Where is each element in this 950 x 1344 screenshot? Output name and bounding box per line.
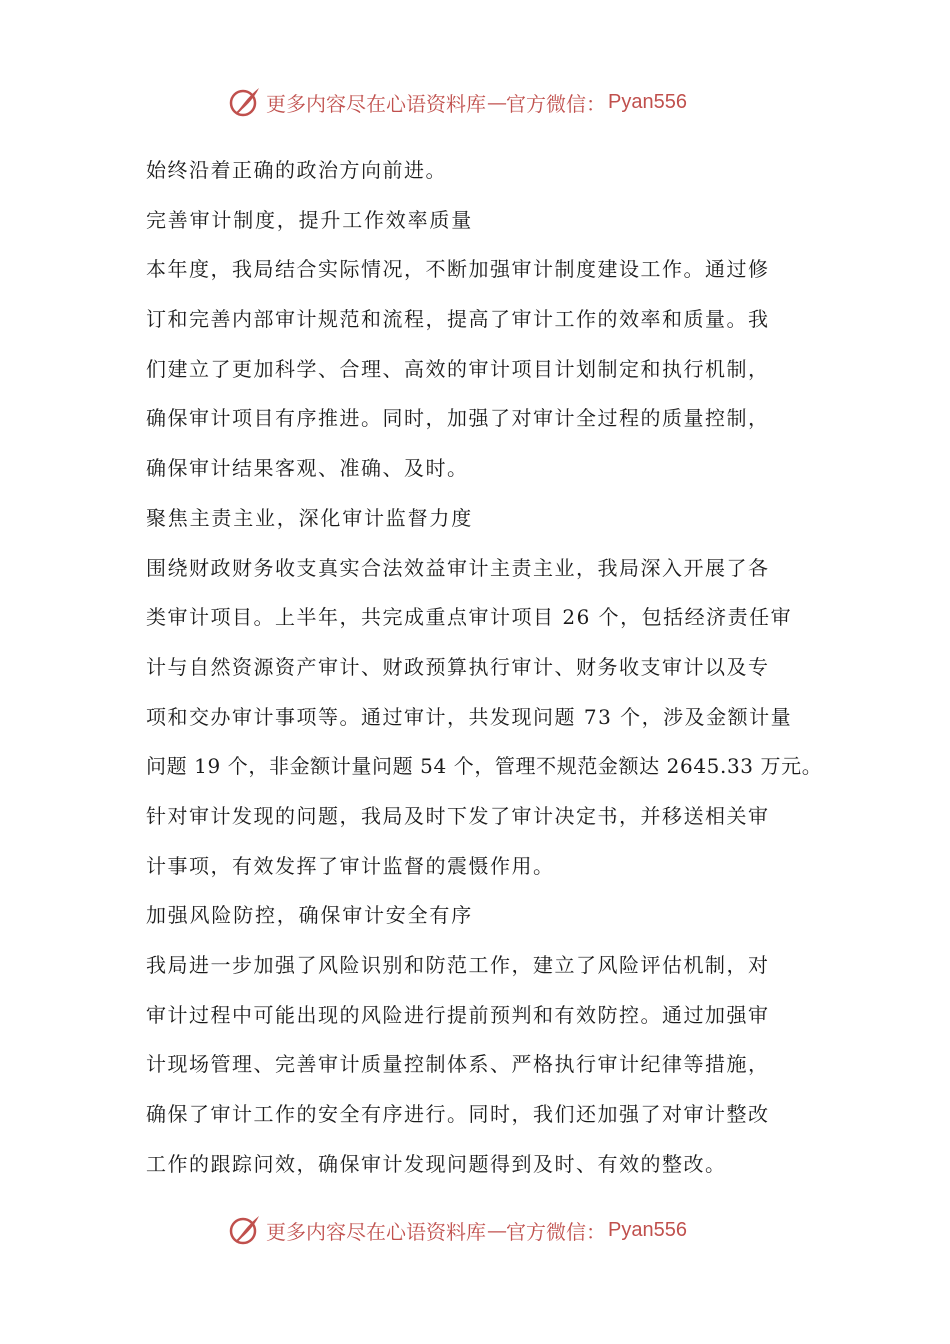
body-line: 确保审计结果客观、准确、及时。 xyxy=(146,456,469,481)
section-heading: 完善审计制度，提升工作效率质量 xyxy=(146,207,473,232)
header-watermark-banner xyxy=(228,84,687,120)
banner-dash: — xyxy=(487,1218,505,1242)
body-line: 问题 19 个，非金额计量问题 54 个，管理不规范金额达 2645.33 万元。 xyxy=(146,754,823,779)
document-body xyxy=(146,146,836,1189)
body-line: 审计过程中可能出现的风险进行提前预判和有效防控。通过加强审 xyxy=(146,1002,770,1027)
body-line: 工作的跟踪问效，确保审计发现问题得到及时、有效的整改。 xyxy=(146,1151,727,1176)
body-line: 针对审计发现的问题，我局及时下发了审计决定书，并移送相关审 xyxy=(146,803,770,828)
banner-dash: — xyxy=(487,90,505,114)
banner-wechat-label: 官方微信： xyxy=(506,1219,606,1244)
section-heading: 加强风险防控，确保审计安全有序 xyxy=(146,903,473,928)
body-line: 们建立了更加科学、合理、高效的审计项目计划制定和执行机制， xyxy=(146,356,770,381)
body-line: 计现场管理、完善审计质量控制体系、严格执行审计纪律等措施， xyxy=(146,1052,770,1077)
body-line: 本年度，我局结合实际情况，不断加强审计制度建设工作。通过修 xyxy=(146,257,770,282)
body-line: 确保审计项目有序推进。同时，加强了对审计全过程的质量控制， xyxy=(146,406,770,431)
body-line: 计与自然资源资产审计、财政预算执行审计、财务收支审计以及专 xyxy=(146,654,770,679)
body-line: 我局进一步加强了风险识别和防范工作，建立了风险评估机制，对 xyxy=(146,953,770,977)
body-line: 确保了审计工作的安全有序进行。同时，我们还加强了对审计整改 xyxy=(146,1102,770,1127)
banner-wechat-id: Pyan556 xyxy=(608,1218,687,1241)
body-line: 计事项，有效发挥了审计监督的震慑作用。 xyxy=(146,853,555,878)
body-line: 始终沿着正确的政治方向前进。 xyxy=(146,158,447,182)
banner-left-text: 更多内容尽在心语资料库 xyxy=(266,91,486,116)
banner-wechat-label: 官方微信： xyxy=(506,91,606,116)
body-line: 类审计项目。上半年，共完成重点审计项目 26 个，包括经济责任审 xyxy=(146,605,793,630)
body-line: 围绕财政财务收支真实合法效益审计主责主业，我局深入开展了各 xyxy=(146,555,770,580)
quill-logo-icon xyxy=(228,85,262,119)
body-line: 项和交办审计事项等。通过审计，共发现问题 73 个，涉及金额计量 xyxy=(146,704,793,729)
footer-watermark-banner xyxy=(228,1212,687,1248)
body-line: 订和完善内部审计规范和流程，提高了审计工作的效率和质量。我 xyxy=(146,307,770,332)
banner-left-text: 更多内容尽在心语资料库 xyxy=(266,1219,486,1244)
quill-logo-icon xyxy=(228,1213,262,1247)
section-heading: 聚焦主责主业，深化审计监督力度 xyxy=(146,505,473,530)
banner-wechat-id: Pyan556 xyxy=(608,90,687,113)
